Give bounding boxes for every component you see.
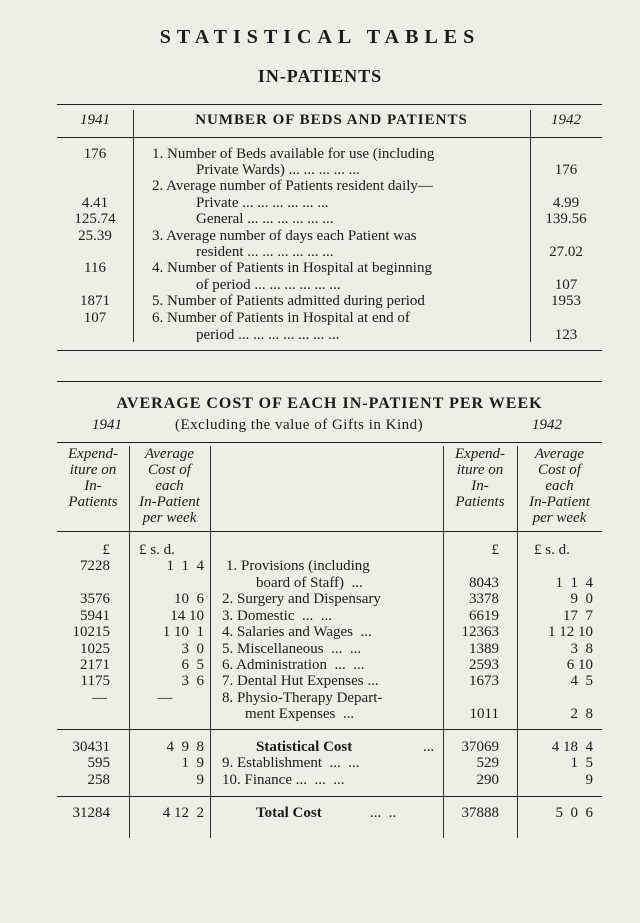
col-head-avg-1941: each [155, 478, 184, 494]
cost-subtitle: (Excluding the value of Gifts in Kind) [175, 417, 424, 433]
total-left-expenditure: 31284 [72, 805, 110, 821]
extra-left-avg: 1 9 [181, 755, 204, 771]
col-head-avg-1941: In-Patient [139, 494, 200, 510]
stat-dots: ... [423, 739, 435, 755]
right-avg-cost: 1 1 4 [555, 575, 593, 591]
right-expenditure: 3378 [469, 591, 499, 607]
left-expenditure: 10215 [72, 624, 110, 640]
cost-year-left: 1941 [92, 417, 122, 433]
right-expenditure: 12363 [461, 624, 499, 640]
col-head-avg-1942: per week [532, 510, 587, 526]
extra-item: 9. Establishment ... ... [222, 755, 360, 771]
left-expenditure: 5941 [80, 608, 110, 624]
unit-sd-right: £ s. d. [534, 542, 570, 558]
beds-left-value: 1871 [80, 293, 110, 309]
beds-right-value: 27.02 [549, 244, 583, 260]
beds-right-value: 1953 [551, 293, 581, 309]
extra-right-expenditure: 529 [476, 755, 499, 771]
beds-line: of period ... ... ... ... ... ... [196, 277, 341, 293]
beds-left-value: 125.74 [74, 211, 116, 227]
left-avg-cost: 14 10 [170, 608, 204, 624]
extra-right-avg: 9 [585, 772, 593, 788]
col-head-expend-1942: iture on [456, 462, 504, 478]
beds-right-value: 107 [554, 277, 578, 293]
beds-line: General ... ... ... ... ... ... [196, 211, 334, 227]
right-expenditure: 1673 [469, 673, 499, 689]
extra-item: 10. Finance ... ... ... [222, 772, 345, 788]
total-left-avg: 4 12 2 [162, 805, 204, 821]
beds-right-value: 176 [554, 162, 578, 178]
extra-right-expenditure: 290 [476, 772, 499, 788]
beds-right-value: 4.99 [552, 195, 580, 211]
cost-item: 1. Provisions (including [226, 558, 370, 574]
cost-item: 5. Miscellaneous ... ... [222, 641, 362, 657]
left-avg-cost: 1 1 4 [166, 558, 204, 574]
left-expenditure: 1175 [80, 673, 110, 689]
left-avg-cost: — [157, 690, 173, 706]
beds-year-left: 1941 [80, 112, 110, 128]
beds-line: 3. Average number of days each Patient was [152, 228, 417, 244]
beds-left-value: 176 [83, 146, 107, 162]
col-head-expend-1942: Expend- [455, 446, 505, 462]
unit-pound-right: £ [491, 542, 499, 558]
total-right-avg: 5 0 6 [555, 805, 593, 821]
cost-item: 3. Domestic ... ... [222, 608, 332, 624]
extra-right-avg: 1 5 [570, 755, 593, 771]
cost-item: 7. Dental Hut Expenses ... [222, 673, 379, 689]
col-head-avg-1942: Average [534, 446, 585, 462]
cost-title: AVERAGE COST OF EACH IN-PATIENT PER WEEK [116, 395, 543, 412]
beds-left-value: 107 [83, 310, 107, 326]
beds-left-value: 116 [84, 260, 106, 276]
page-title: STATISTICAL TABLES [159, 26, 481, 48]
left-expenditure: 2171 [80, 657, 110, 673]
left-expenditure: 7228 [80, 558, 110, 574]
beds-heading: NUMBER OF BEDS AND PATIENTS [195, 112, 468, 128]
left-avg-cost: 3 6 [181, 673, 204, 689]
beds-left-value: 4.41 [81, 195, 109, 211]
stat-right-expenditure: 37069 [461, 739, 499, 755]
col-head-avg-1941: Average [144, 446, 195, 462]
col-head-avg-1942: each [545, 478, 574, 494]
cost-year-right: 1942 [532, 417, 562, 433]
col-head-avg-1941: Cost of [148, 462, 191, 478]
right-avg-cost: 9 0 [570, 591, 593, 607]
total-label: Total Cost [256, 805, 322, 821]
col-head-avg-1941: per week [142, 510, 197, 526]
right-avg-cost: 6 10 [566, 657, 593, 673]
unit-sd-left: £ s. d. [139, 542, 175, 558]
left-avg-cost: 3 0 [181, 641, 204, 657]
right-avg-cost: 17 7 [563, 608, 593, 624]
right-avg-cost: 4 5 [570, 673, 593, 689]
beds-right-value: 139.56 [545, 211, 587, 227]
cost-item: ment Expenses ... [245, 706, 355, 722]
right-avg-cost: 3 8 [570, 641, 593, 657]
beds-line: Private Wards) ... ... ... ... ... [196, 162, 360, 178]
stat-left-avg: 4 9 8 [166, 739, 204, 755]
right-expenditure: 6619 [469, 608, 499, 624]
cost-item: board of Staff) ... [256, 575, 363, 591]
beds-line: 6. Number of Patients in Hospital at end of [152, 310, 410, 326]
total-right-expenditure: 37888 [461, 805, 499, 821]
right-avg-cost: 2 8 [570, 706, 593, 722]
right-expenditure: 2593 [469, 657, 499, 673]
left-avg-cost: 6 5 [181, 657, 204, 673]
cost-item: 2. Surgery and Dispensary [222, 591, 381, 607]
col-head-avg-1942: Cost of [538, 462, 581, 478]
beds-line: 1. Number of Beds available for use (including [152, 146, 435, 162]
total-dots: ... .. [370, 805, 397, 821]
left-avg-cost: 1 10 1 [162, 624, 204, 640]
beds-right-value: 123 [554, 327, 578, 343]
beds-year-right: 1942 [551, 112, 581, 128]
stat-right-avg: 4 18 4 [551, 739, 593, 755]
right-expenditure: 1389 [469, 641, 499, 657]
col-head-expend-1941: Expend- [68, 446, 118, 462]
extra-left-expenditure: 595 [87, 755, 110, 771]
beds-line: resident ... ... ... ... ... ... [196, 244, 334, 260]
extra-left-avg: 9 [196, 772, 204, 788]
col-head-avg-1942: In-Patient [529, 494, 590, 510]
extra-left-expenditure: 258 [87, 772, 110, 788]
right-expenditure: 8043 [469, 575, 499, 591]
beds-line: 2. Average number of Patients resident daily— [152, 178, 433, 194]
beds-line: 4. Number of Patients in Hospital at beginning [152, 260, 432, 276]
stat-left-expenditure: 30431 [72, 739, 110, 755]
beds-line: period ... ... ... ... ... ... ... [196, 327, 340, 343]
left-expenditure: 3576 [80, 591, 110, 607]
col-head-expend-1942: In- [471, 478, 489, 494]
cost-item: 8. Physio-Therapy Depart- [222, 690, 383, 706]
cost-item: 4. Salaries and Wages ... [222, 624, 372, 640]
left-avg-cost: 10 6 [174, 591, 204, 607]
col-head-expend-1941: Patients [68, 494, 118, 510]
left-expenditure: — [92, 690, 107, 706]
col-head-expend-1941: iture on [69, 462, 117, 478]
stat-label: Statistical Cost [256, 739, 353, 755]
section-title: IN-PATIENTS [257, 66, 383, 86]
left-expenditure: 1025 [80, 641, 110, 657]
col-head-expend-1942: Patients [455, 494, 505, 510]
right-expenditure: 1011 [469, 706, 499, 722]
col-head-expend-1941: In- [84, 478, 102, 494]
beds-line: Private ... ... ... ... ... ... [196, 195, 329, 211]
cost-item: 6. Administration ... ... [222, 657, 365, 673]
beds-left-value: 25.39 [78, 228, 112, 244]
right-avg-cost: 1 12 10 [548, 624, 593, 640]
unit-pound-left: £ [102, 542, 110, 558]
beds-line: 5. Number of Patients admitted during period [152, 293, 425, 309]
